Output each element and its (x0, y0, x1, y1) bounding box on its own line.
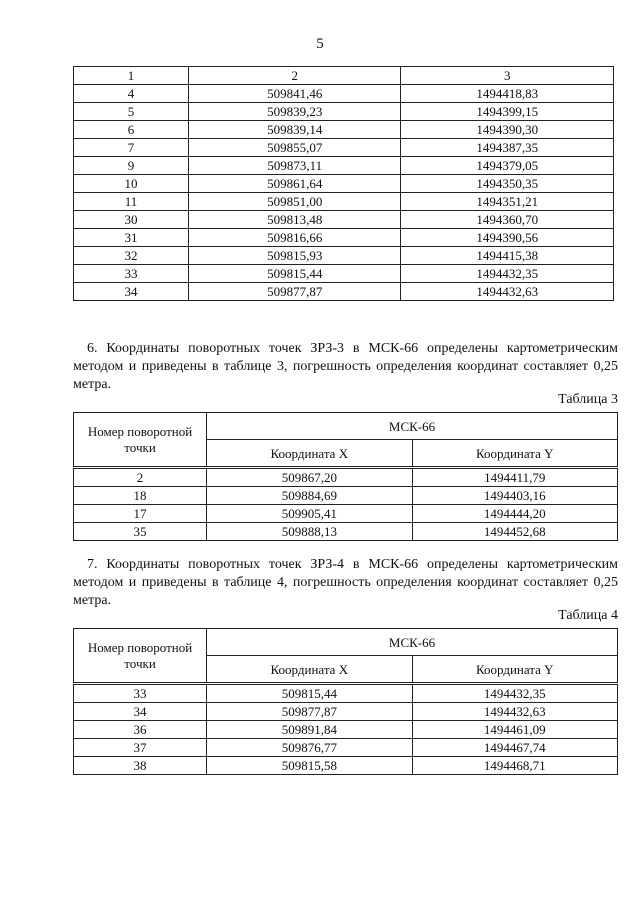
header-coordinate-y: Координата Y (412, 440, 617, 468)
coordinate-y-cell: 1494415,38 (401, 247, 614, 265)
coordinate-y-cell: 1494387,35 (401, 139, 614, 157)
point-number-cell: 33 (74, 265, 189, 283)
coordinate-x-cell: 509813,48 (189, 211, 401, 229)
coordinate-x-cell: 509873,11 (189, 157, 401, 175)
coordinate-y-cell: 1494351,21 (401, 193, 614, 211)
point-number-cell: 5 (74, 103, 189, 121)
coordinate-x-cell: 509876,77 (207, 739, 412, 757)
point-number-cell: 31 (74, 229, 189, 247)
table-row (74, 247, 614, 265)
coordinate-x-cell: 509855,07 (189, 139, 401, 157)
coordinate-x-cell: 509888,13 (207, 523, 412, 541)
coordinate-y-cell: 1494379,05 (401, 157, 614, 175)
coordinate-y-cell: 1494350,35 (401, 175, 614, 193)
point-number-cell: 17 (74, 505, 207, 523)
coordinates-table-continued (73, 66, 614, 301)
coordinate-y-cell: 1494432,63 (401, 283, 614, 301)
coordinate-y-cell: 1494418,83 (401, 85, 614, 103)
coordinate-x-cell: 509839,14 (189, 121, 401, 139)
table-row (74, 211, 614, 229)
coordinate-y-cell: 1494403,16 (412, 487, 617, 505)
coordinate-x-cell: 509815,93 (189, 247, 401, 265)
coordinate-y-cell: 1494390,56 (401, 229, 614, 247)
coordinate-y-cell: 1494432,35 (412, 684, 617, 703)
table-header-row (74, 67, 614, 85)
point-number-cell: 4 (74, 85, 189, 103)
point-number-cell: 2 (74, 468, 207, 487)
coordinate-y-cell: 1494461,09 (412, 721, 617, 739)
coordinate-x-cell: 509877,87 (207, 703, 412, 721)
table-4-caption: Таблица 4 (558, 608, 618, 623)
point-number-cell: 34 (74, 283, 189, 301)
table-row (74, 523, 618, 541)
table-row (74, 721, 618, 739)
table-row (74, 175, 614, 193)
coordinate-x-cell: 509816,66 (189, 229, 401, 247)
point-number-cell: 10 (74, 175, 189, 193)
coordinate-y-cell: 1494467,74 (412, 739, 617, 757)
point-number-cell: 32 (74, 247, 189, 265)
coordinate-x-cell: 509877,87 (189, 283, 401, 301)
point-number-cell: 6 (74, 121, 189, 139)
header-point-number: Номер поворотной точки (74, 413, 207, 468)
header-coordinate-y: Координата Y (412, 656, 617, 684)
paragraph-7: 7. Координаты поворотных точек ЗРЗ-4 в МСК-66 определены картометрическим методом и приведены в таблице 4, погрешность определения координат составляет 0,25 метра. (73, 557, 618, 608)
coordinate-y-cell: 1494452,68 (412, 523, 617, 541)
point-number-cell: 9 (74, 157, 189, 175)
point-number-cell: 36 (74, 721, 207, 739)
header-coordinate-x: Координата X (207, 656, 412, 684)
coordinate-x-cell: 509861,64 (189, 175, 401, 193)
point-number-cell: 37 (74, 739, 207, 757)
point-number-cell: 38 (74, 757, 207, 775)
header-coordinate-x: Координата X (207, 440, 412, 468)
point-number-cell: 35 (74, 523, 207, 541)
header-coordinate-system: МСК-66 (207, 413, 618, 440)
table-row (74, 121, 614, 139)
header-coordinate-system: МСК-66 (207, 629, 618, 656)
coordinate-y-cell: 1494360,70 (401, 211, 614, 229)
coordinate-y-cell: 1494411,79 (412, 468, 617, 487)
table-4 (73, 628, 618, 775)
point-number-cell: 11 (74, 193, 189, 211)
coordinate-x-cell: 509891,84 (207, 721, 412, 739)
coordinate-x-cell: 509815,58 (207, 757, 412, 775)
coordinate-x-cell: 509867,20 (207, 468, 412, 487)
table-row (74, 757, 618, 775)
table-row (74, 265, 614, 283)
table-row (74, 283, 614, 301)
point-number-cell: 33 (74, 684, 207, 703)
header-cell: 3 (401, 67, 614, 85)
table-row (74, 157, 614, 175)
table-row (74, 505, 618, 523)
table-row (74, 487, 618, 505)
coordinate-y-cell: 1494444,20 (412, 505, 617, 523)
table-3-caption: Таблица 3 (558, 392, 618, 407)
coordinate-y-cell: 1494432,63 (412, 703, 617, 721)
coordinate-y-cell: 1494468,71 (412, 757, 617, 775)
coordinate-x-cell: 509815,44 (207, 684, 412, 703)
table-row (74, 229, 614, 247)
point-number-cell: 30 (74, 211, 189, 229)
coordinate-y-cell: 1494432,35 (401, 265, 614, 283)
coordinate-x-cell: 509884,69 (207, 487, 412, 505)
header-cell: 1 (74, 67, 189, 85)
coordinate-x-cell: 509905,41 (207, 505, 412, 523)
paragraph-6: 6. Координаты поворотных точек ЗРЗ-3 в МСК-66 определены картометрическим методом и приведены в таблице 3, погрешность определения координат составляет 0,25 метра. (73, 341, 618, 392)
table-row (74, 468, 618, 487)
coordinate-y-cell: 1494390,30 (401, 121, 614, 139)
table-3 (73, 412, 618, 541)
coordinate-x-cell: 509815,44 (189, 265, 401, 283)
coordinate-x-cell: 509851,00 (189, 193, 401, 211)
header-cell: 2 (189, 67, 401, 85)
table-row (74, 739, 618, 757)
coordinate-y-cell: 1494399,15 (401, 103, 614, 121)
point-number-cell: 34 (74, 703, 207, 721)
coordinate-x-cell: 509839,23 (189, 103, 401, 121)
table-row (74, 684, 618, 703)
table-row (74, 85, 614, 103)
table-row (74, 703, 618, 721)
table-row (74, 139, 614, 157)
point-number-cell: 18 (74, 487, 207, 505)
table-row (74, 193, 614, 211)
header-point-number: Номер поворотной точки (74, 629, 207, 684)
point-number-cell: 7 (74, 139, 189, 157)
coordinate-x-cell: 509841,46 (189, 85, 401, 103)
page-number: 5 (316, 36, 324, 52)
table-row (74, 103, 614, 121)
